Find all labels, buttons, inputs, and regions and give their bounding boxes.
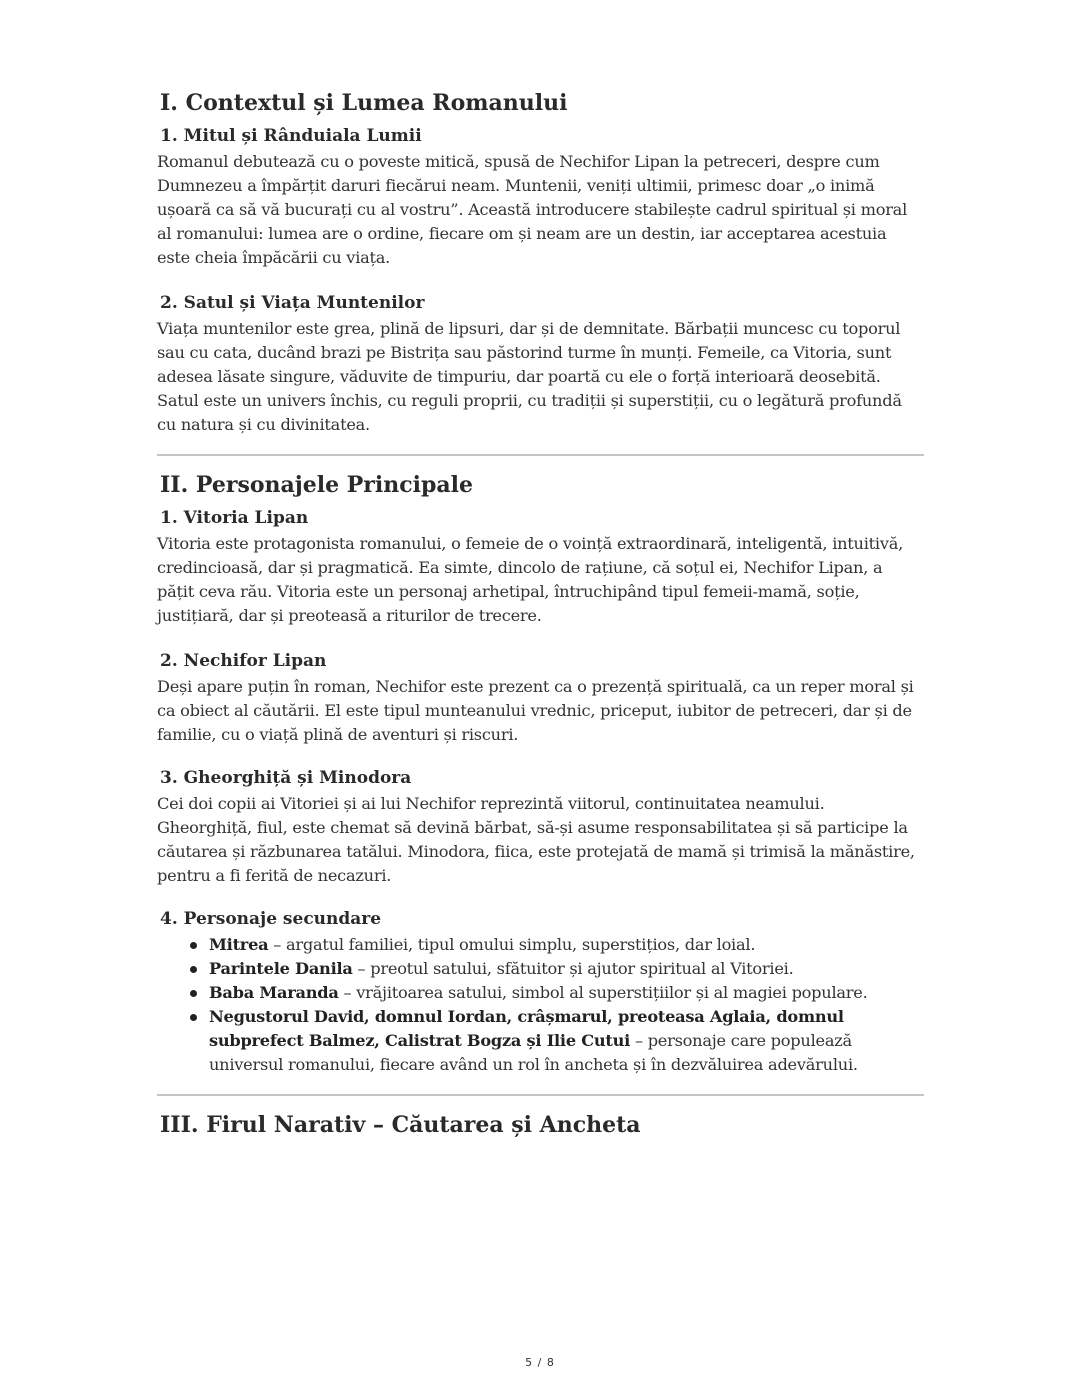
section-divider (157, 454, 924, 456)
character-description: – personaje care populează universul romanului, fiecare având un rol în ancheta și în dezvăluirea adevărului. (209, 1031, 858, 1074)
list-item (209, 933, 924, 957)
paragraph: Romanul debutează cu o poveste mitică, spusă de Nechifor Lipan la petreceri, despre cum Dumnezeu a împărțit daruri fiecărui neam. Muntenii, veniți ultimii, primesc doar „o inimă ușoară ca să vă bucurați cu al vostru”. Această introducere stabilește cadrul spiritual și moral al romanului: lumea are o ordine, fiecare om și neam are un destin, iar acceptarea acestuia este cheia împăcării cu viața. (157, 152, 908, 267)
paragraph: Cei doi copii ai Vitoriei și ai lui Nechifor reprezintă viitorul, continuitatea neamului. Gheorghiță, fiul, este chemat să devină bărbat, să-și asume responsabilitatea și să participe la căutarea și răzbunarea tatălui. Minodora, fiica, este protejată de mamă și trimisă la mănăstire, pentru a fi ferită de necazuri. (157, 794, 915, 885)
subsection-heading: 1. Vitoria Lipan (160, 508, 309, 528)
subsection-heading: 2. Nechifor Lipan (160, 651, 327, 671)
list-item (209, 957, 924, 981)
bullet-icon (190, 942, 197, 949)
character-description: – argatul familiei, tipul omului simplu, superstițios, dar loial. (268, 935, 756, 954)
list-item (209, 981, 924, 1005)
secondary-characters-list (157, 933, 924, 1077)
character-name: Mitrea (209, 935, 269, 954)
bullet-icon (190, 1014, 197, 1021)
subsection-heading: 1. Mitul și Rânduiala Lumii (160, 126, 422, 146)
paragraph: Vitoria este protagonista romanului, o femeie de o voință extraordinară, inteligentă, intuitivă, credincioasă, dar și pragmatică. Ea simte, dincolo de rațiune, că soțul ei, Nechifor Lipan, a pățit ceva rău. Vitoria este un personaj arhetipal, întruchipând tipul femeii-mamă, soție, justițiară, dar și preoteasă a riturilor de trecere. (157, 534, 904, 625)
document-page (157, 88, 924, 1145)
subsection-heading: 3. Gheorghiță și Minodora (160, 768, 412, 788)
character-description: – vrăjitoarea satului, simbol al superstițiilor și al magiei populare. (338, 983, 868, 1002)
bullet-icon (190, 966, 197, 973)
list-item (209, 1005, 924, 1077)
section-heading: III. Firul Narativ – Căutarea și Ancheta (160, 1112, 641, 1138)
section-heading: I. Contextul și Lumea Romanului (160, 90, 568, 116)
paragraph: Viața muntenilor este grea, plină de lipsuri, dar și de demnitate. Bărbații muncesc cu toporul sau cu cata, ducând brazi pe Bistrița sau păstorind turme în munți. Femeile, ca Vitoria, sunt adesea lăsate singure, văduvite de timpuriu, dar poartă cu ele o forță interioară deosebită. Satul este un univers închis, cu reguli proprii, cu tradiții și superstiții, cu o legătură profundă cu natura și cu divinitatea. (157, 319, 902, 434)
character-name: Baba Maranda (209, 983, 339, 1002)
page-number: 5 / 8 (525, 1356, 555, 1369)
character-description: – preotul satului, sfătuitor și ajutor spiritual al Vitoriei. (352, 959, 794, 978)
character-name: Negustorul David, domnul Iordan, crâșmarul, preoteasa Aglaia, domnul subprefect Balmez, Calistrat Bogza și Ilie Cutui (209, 1007, 844, 1050)
section-divider (157, 1094, 924, 1096)
paragraph: Deși apare puțin în roman, Nechifor este prezent ca o prezență spirituală, ca un reper moral și ca obiect al căutării. El este tipul munteanului vrednic, priceput, iubitor de petreceri, dar și de familie, cu o viață plină de aventuri și riscuri. (157, 677, 914, 744)
character-name: Parintele Danila (209, 959, 353, 978)
section-heading: II. Personajele Principale (160, 472, 473, 498)
subsection-heading: 4. Personaje secundare (160, 909, 382, 929)
bullet-icon (190, 990, 197, 997)
subsection-heading: 2. Satul și Viața Muntenilor (160, 293, 425, 313)
